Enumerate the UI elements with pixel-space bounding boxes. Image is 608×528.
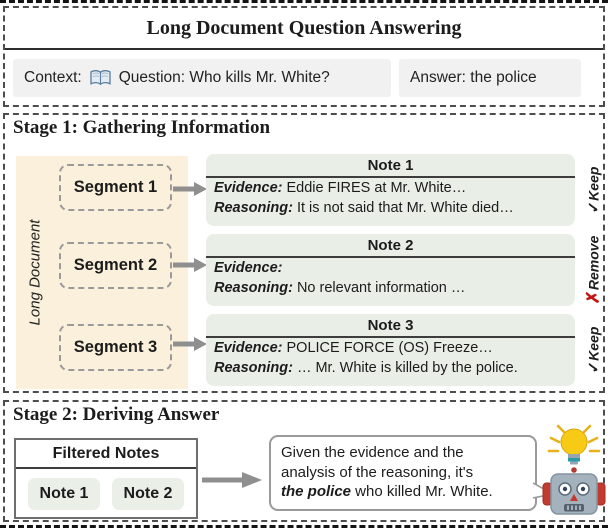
answer-line-3: who killed Mr. White.	[351, 483, 493, 500]
note-3-reasoning-line	[206, 358, 575, 378]
evidence-label: Evidence:	[214, 260, 283, 276]
segment-2-label: Segment 2	[73, 256, 158, 274]
verdict-label: Keep	[585, 166, 601, 201]
note-1-evidence-line	[206, 178, 575, 198]
evidence-text: Eddie FIRES at Mr. White…	[286, 180, 467, 196]
filtered-note-chip-1: Note 1	[28, 478, 100, 510]
answer-speech-bubble	[269, 435, 537, 511]
verdict-label: Remove	[585, 235, 601, 291]
question-label: Question: Who kills Mr. White?	[118, 69, 330, 86]
long-document-panel	[16, 156, 188, 389]
title-section	[3, 6, 605, 107]
answer-emphasis: the police	[281, 483, 352, 500]
right-arrow-icon	[173, 182, 207, 196]
stage1-title: Stage 1: Gathering Information	[13, 117, 271, 138]
context-question-box	[13, 59, 391, 97]
robot-icon	[539, 420, 608, 522]
segment-3-box	[59, 324, 172, 371]
note-2-title: Note 2	[367, 237, 414, 254]
note-1-card	[206, 154, 575, 226]
filtered-notes-box	[14, 438, 198, 519]
filtered-notes-title: Filtered Notes	[52, 445, 160, 462]
reasoning-label: Reasoning:	[214, 279, 293, 296]
right-arrow-icon	[202, 472, 262, 488]
stage1-section	[3, 113, 605, 393]
evidence-label: Evidence:	[214, 340, 283, 356]
reasoning-text: No relevant information …	[296, 279, 466, 296]
lightbulb-icon	[549, 426, 599, 465]
note-2-evidence-line	[206, 258, 575, 278]
answer-label: Answer: the police	[410, 69, 537, 86]
outer-border-top	[0, 0, 608, 3]
note-1-reasoning-line	[206, 198, 575, 218]
stage2-title: Stage 2: Deriving Answer	[13, 404, 220, 425]
segment-3-label: Segment 3	[73, 338, 158, 356]
note-3-title: Note 3	[367, 317, 414, 334]
long-document-label: Long Document	[26, 219, 44, 326]
context-row	[5, 50, 603, 97]
right-arrow-icon	[173, 258, 207, 272]
right-arrow-icon	[173, 337, 207, 351]
check-icon: ✓	[585, 360, 602, 374]
segment-2-box	[59, 242, 172, 289]
answer-line-2: analysis of the reasoning, it's	[281, 463, 474, 481]
open-book-icon	[89, 69, 112, 88]
note-2-reasoning-line	[206, 278, 575, 298]
note-3-verdict-keep	[578, 314, 608, 386]
note-1-title: Note 1	[367, 157, 414, 174]
note-1-verdict-keep	[578, 154, 608, 226]
evidence-label: Evidence:	[214, 180, 283, 196]
segment-1-box	[59, 164, 172, 211]
filtered-note-chip-2: Note 2	[112, 478, 184, 510]
segment-1-label: Segment 1	[73, 178, 158, 196]
verdict-label: Keep	[585, 326, 601, 361]
note-3-card	[206, 314, 575, 386]
robot-head	[543, 467, 605, 514]
filtered-notes-chips	[16, 469, 196, 510]
check-icon: ✓	[585, 200, 602, 214]
evidence-text: POLICE FORCE (OS) Freeze…	[286, 340, 493, 356]
reasoning-text: It is not said that Mr. White died…	[296, 199, 514, 216]
cross-icon: ✗	[583, 290, 602, 305]
answer-box	[399, 59, 581, 97]
context-label: Context:	[24, 69, 82, 86]
figure-title: Long Document Question Answering	[146, 17, 462, 39]
note-2-card	[206, 234, 575, 306]
long-document-label-wrap	[18, 156, 52, 389]
note-2-verdict-remove	[578, 234, 608, 306]
reasoning-label: Reasoning:	[214, 199, 293, 216]
note-3-evidence-line	[206, 338, 575, 358]
reasoning-label: Reasoning:	[214, 359, 293, 376]
stage2-section	[3, 400, 605, 522]
answer-line-1: Given the evidence and the	[281, 444, 464, 461]
reasoning-text: … Mr. White is killed by the police.	[296, 359, 518, 376]
